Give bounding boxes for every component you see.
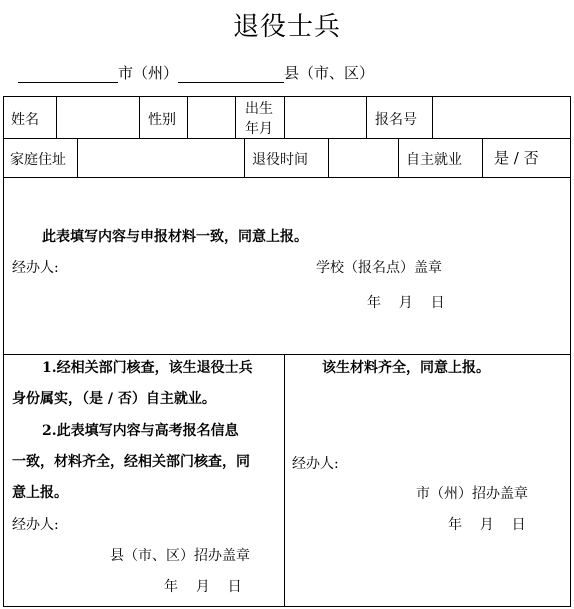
row2-bottom-rule [3, 177, 571, 178]
name-field[interactable] [58, 98, 138, 136]
yes-no-option[interactable]: 是 / 否 [494, 149, 539, 167]
school-date: 年 月 日 [367, 295, 445, 311]
county-item1-line1: 1.经相关部门核查，该生退役士兵 [42, 360, 253, 376]
section-divider-rule [3, 354, 571, 355]
row1-sep [187, 96, 188, 138]
address-label: 家庭住址 [10, 152, 66, 168]
row1-sep [56, 96, 57, 138]
reg-no-label: 报名号 [375, 112, 417, 128]
row2-sep [244, 138, 245, 177]
row1-sep [235, 96, 236, 138]
county-seal: 县（市、区）招办盖章 [110, 548, 250, 564]
row1-sep [284, 96, 285, 138]
location-line [18, 62, 374, 83]
row1-sep [139, 96, 140, 138]
county-item2-line2: 一致，材料齐全，经相关部门核查，同 [12, 454, 250, 470]
county-item2-line1: 2.此表填写内容与高考报名信息 [42, 423, 239, 439]
birth-field[interactable] [286, 98, 364, 136]
gender-label: 性别 [148, 112, 176, 128]
birth-label-line1: 出生 [245, 101, 273, 117]
row2-sep [77, 138, 78, 177]
school-statement: 此表填写内容与申报材料一致，同意上报。 [42, 229, 308, 245]
row1-bottom-rule [3, 138, 571, 139]
school-seal: 学校（报名点）盖章 [316, 260, 442, 276]
page-title: 退役士兵 [232, 12, 341, 42]
city-handler-label: 经办人: [292, 456, 339, 472]
city-blank[interactable] [18, 66, 118, 83]
self-employ-label: 自主就业 [406, 152, 462, 168]
name-label: 姓名 [11, 112, 39, 128]
row2-sep [482, 138, 483, 177]
city-seal: 市（州）招办盖章 [416, 486, 528, 502]
city-date: 年 月 日 [448, 517, 526, 533]
county-label: 县（市、区） [284, 64, 375, 82]
city-label: 市（州） [118, 64, 179, 82]
discharge-time-field[interactable] [330, 140, 396, 175]
county-date: 年 月 日 [164, 579, 242, 595]
county-handler-label: 经办人: [12, 517, 59, 533]
county-item1-line2: 身份属实，（是 / 否）自主就业。 [12, 391, 216, 407]
school-handler-label: 经办人: [12, 260, 59, 276]
row1-sep [432, 96, 433, 138]
reg-no-field[interactable] [434, 98, 569, 136]
row2-sep [328, 138, 329, 177]
bottom-sep [284, 354, 285, 607]
county-item2-line3: 意上报。 [12, 485, 68, 501]
city-statement: 该生材料齐全，同意上报。 [322, 360, 490, 376]
gender-field[interactable] [189, 98, 234, 136]
address-field[interactable] [79, 140, 242, 175]
discharge-time-label: 退役时间 [252, 152, 308, 168]
row2-sep [398, 138, 399, 177]
birth-label-line2: 年月 [245, 121, 273, 137]
row1-sep [366, 96, 367, 138]
county-blank[interactable] [178, 66, 284, 83]
